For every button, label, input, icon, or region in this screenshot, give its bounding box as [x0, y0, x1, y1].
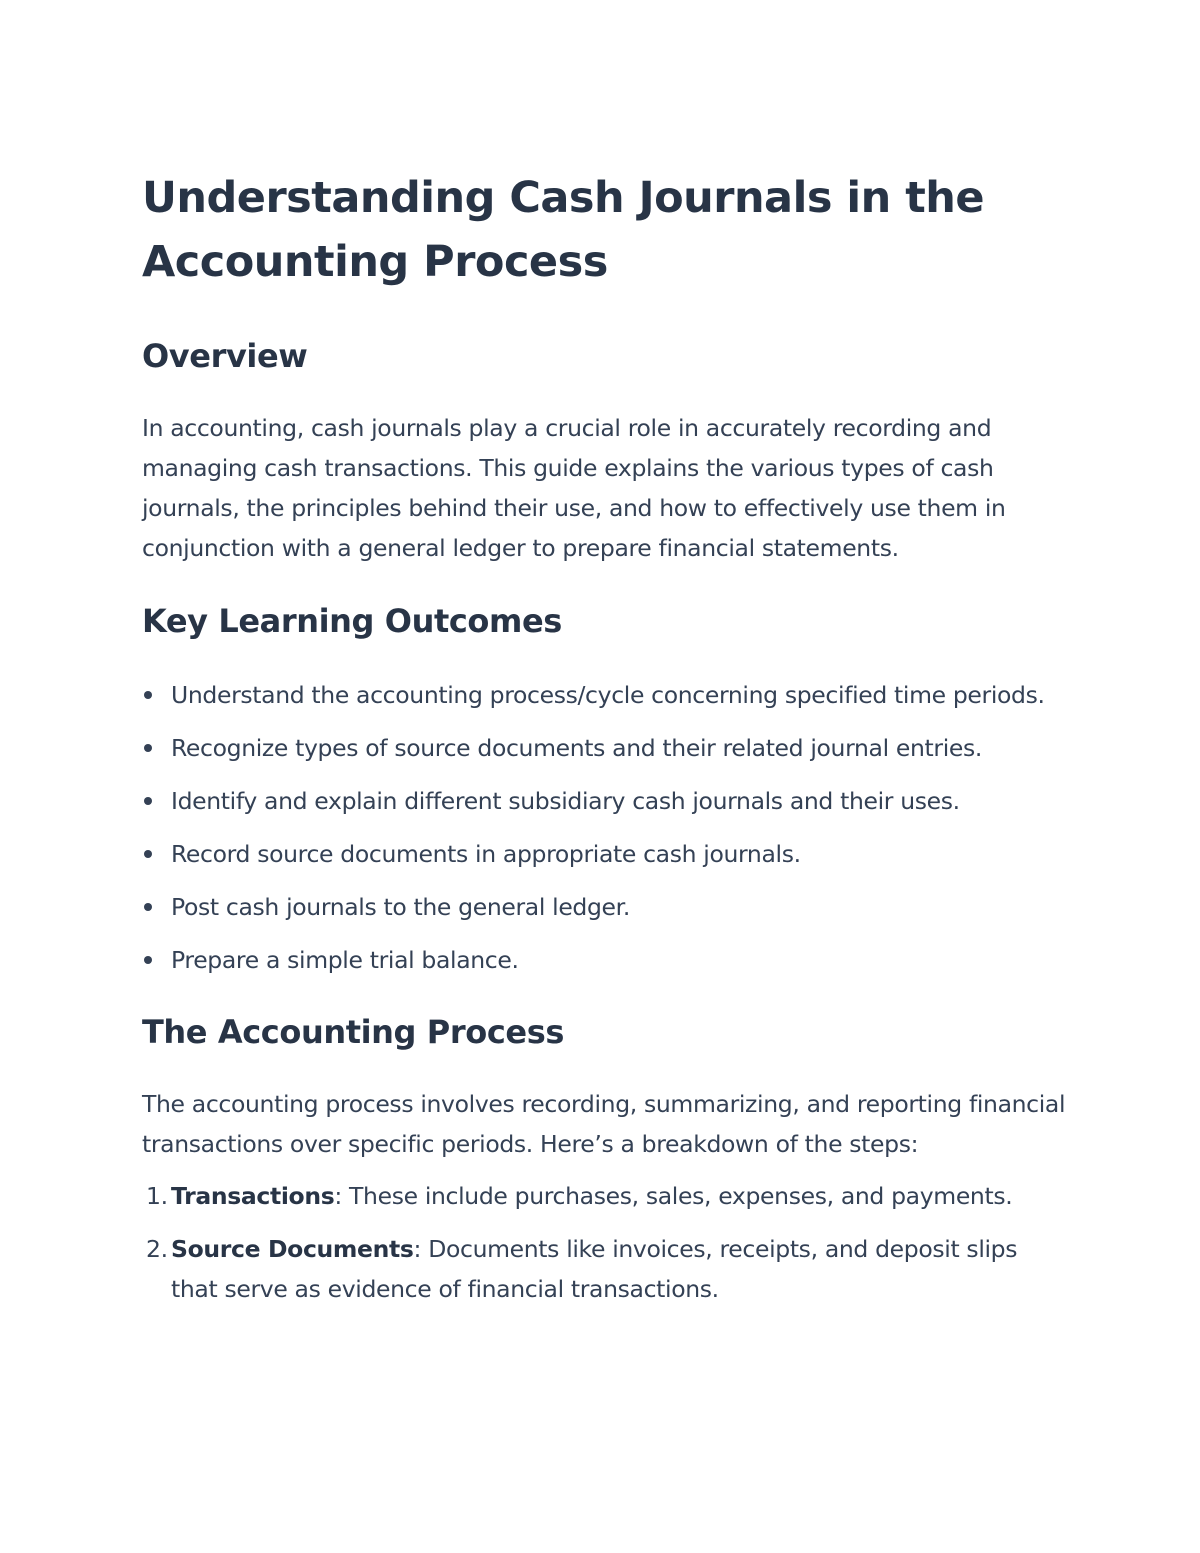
step-term: Source Documents: [171, 1235, 414, 1263]
step-separator: :: [334, 1182, 342, 1210]
list-item: Understand the accounting process/cycle concerning specified time periods.: [142, 675, 1070, 715]
step-number: 1.: [146, 1182, 168, 1210]
list-item: [142, 1229, 1070, 1309]
learning-outcomes-heading: Key Learning Outcomes: [142, 602, 562, 640]
accounting-process-heading: The Accounting Process: [142, 1013, 564, 1051]
overview-heading: Overview: [142, 337, 308, 375]
step-text: Documents like invoices, receipts, and deposit slips that serve as evidence of financial transactions.: [171, 1235, 1018, 1303]
step-term: Transactions: [171, 1182, 335, 1210]
step-separator: :: [413, 1235, 422, 1263]
list-item: Post cash journals to the general ledger.: [142, 887, 1070, 927]
accounting-steps-list: [142, 1176, 1070, 1309]
document-title: Understanding Cash Journals in the Accounting Process: [142, 173, 985, 287]
list-item: Recognize types of source documents and their related journal entries.: [142, 728, 1070, 768]
overview-paragraph: In accounting, cash journals play a crucial role in accurately recording and managing cash transactions. This guide explains the various types of cash journals, the principles behind their use, and how to effectively use them in conjunction with a general ledger to prepare financial statements.: [142, 414, 1006, 562]
step-number: 2.: [146, 1235, 168, 1263]
list-item: Prepare a simple trial balance.: [142, 940, 1070, 980]
list-item: Record source documents in appropriate cash journals.: [142, 834, 1070, 874]
step-text: These include purchases, sales, expenses, and payments.: [341, 1182, 1013, 1210]
accounting-process-intro: The accounting process involves recording, summarizing, and reporting financial transactions over specific periods. Here’s a breakdown of the steps:: [142, 1090, 1066, 1158]
learning-outcomes-list: [142, 675, 1070, 980]
list-item: Identify and explain different subsidiary cash journals and their uses.: [142, 781, 1070, 821]
list-item: [142, 1176, 1070, 1216]
